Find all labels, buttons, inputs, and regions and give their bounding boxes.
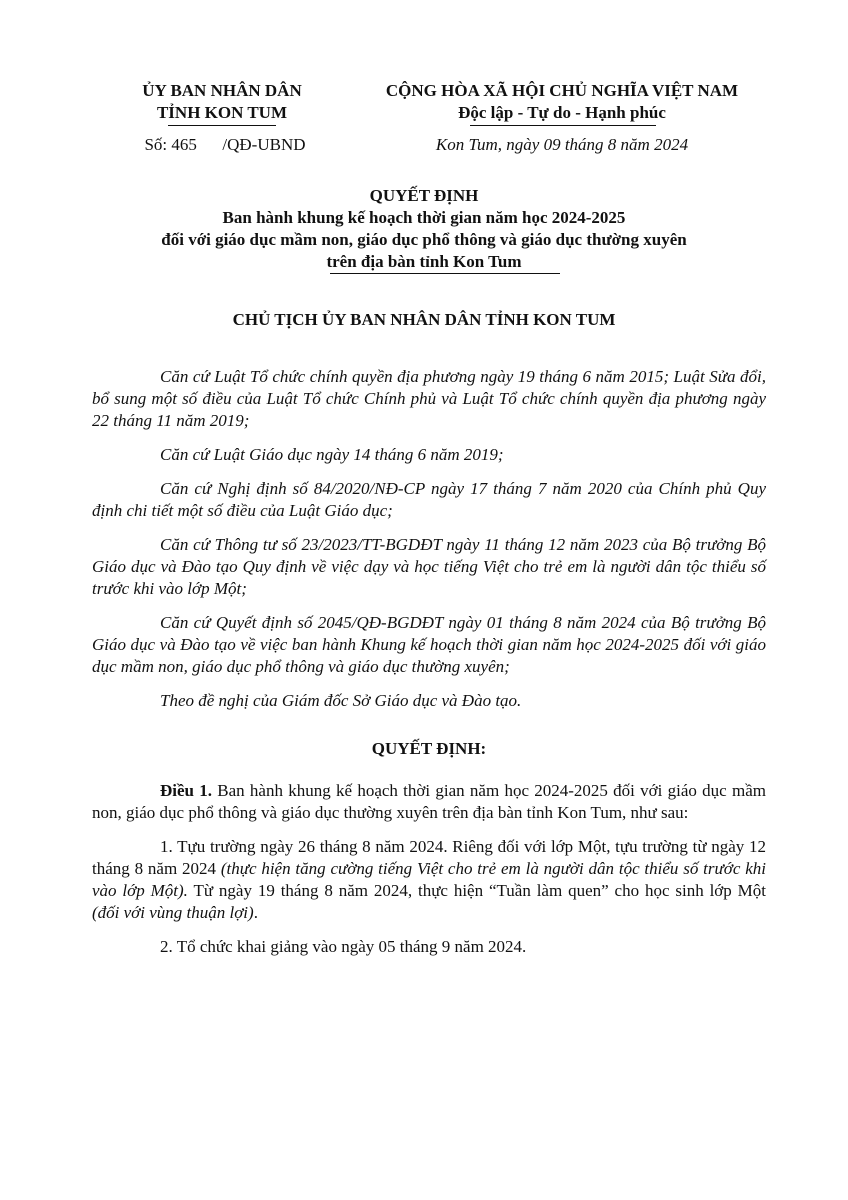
- document-body: [92, 366, 766, 970]
- nation-title: CỘNG HÒA XÃ HỘI CHỦ NGHĨA VIỆT NAM: [385, 81, 739, 100]
- place-date: Kon Tum, ngày 09 tháng 8 năm 2024: [435, 135, 689, 154]
- article-1-text: Ban hành khung kế hoạch thời gian năm học 2024-2025 đối với giáo dục mầm non, giáo dục phổ thông và giáo dục thường xuyên trên địa bàn tỉnh Kon Tum, như sau:: [92, 781, 766, 822]
- title-subject-line1: Ban hành khung kế hoạch thời gian năm học 2024-2025: [222, 208, 626, 227]
- item-1-note-a: (thực hiện tăng cường tiếng Việt cho trẻ em là người dân tộc thiểu số trước khi vào lớp Một).: [92, 859, 766, 900]
- decision-heading: QUYẾT ĐỊNH:: [371, 739, 487, 758]
- preamble-proposal: Theo đề nghị của Giám đốc Sở Giáo dục và Đào tạo.: [160, 691, 522, 710]
- preamble-circular: Căn cứ Thông tư số 23/2023/TT-BGDĐT ngày 11 tháng 12 năm 2023 của Bộ trưởng Bộ Giáo dục và Đào tạo Quy định về việc dạy và học tiếng Việt cho trẻ em là người dân tộc thiểu số trước khi vào lớp Một;: [92, 535, 766, 598]
- title-underline: [330, 273, 560, 274]
- article-1-item-1: [92, 836, 766, 924]
- document-number: Số: 465 /QĐ-UBND: [144, 135, 306, 154]
- org-underline: [168, 125, 276, 126]
- item-1-text-c: .: [253, 903, 258, 922]
- preamble-law-local-government: Căn cứ Luật Tổ chức chính quyền địa phương ngày 19 tháng 6 năm 2015; Luật Sửa đổi, bổ sung một số điều của Luật Tổ chức Chính phủ và Luật Tổ chức chính quyền địa phương ngày 22 tháng 11 năm 2019;: [92, 367, 766, 430]
- item-1-text-b: Từ ngày 19 tháng 8 năm 2024, thực hiện “Tuần làm quen” cho học sinh lớp Một: [187, 881, 766, 900]
- org-name-line2: TỈNH KON TUM: [156, 103, 288, 122]
- title-subject-line2: đối với giáo dục mầm non, giáo dục phổ thông và giáo dục thường xuyên: [161, 230, 687, 249]
- item-1-note-b: (đối với vùng thuận lợi): [92, 903, 254, 922]
- issuing-authority: CHỦ TỊCH ỦY BAN NHÂN DÂN TỈNH KON TUM: [232, 310, 616, 329]
- item-1-text-a: 1. Tựu trường ngày 26 tháng 8 năm 2024. Riêng đối với lớp Một, tựu trường từ ngày 12 tháng 8 năm 2024: [92, 837, 766, 878]
- org-name-line1: ỦY BAN NHÂN DÂN: [142, 81, 302, 100]
- article-1-item-2: 2. Tổ chức khai giảng vào ngày 05 tháng 9 năm 2024.: [160, 937, 527, 956]
- preamble-ministry-decision: Căn cứ Quyết định số 2045/QĐ-BGDĐT ngày 01 tháng 8 năm 2024 của Bộ trưởng Bộ Giáo dục và Đào tạo về việc ban hành Khung kế hoạch thời gian năm học 2024-2025 đối với giáo dục mầm non, giáo dục phổ thông và giáo dục thường xuyên;: [92, 613, 766, 676]
- nation-motto: Độc lập - Tự do - Hạnh phúc: [458, 103, 666, 122]
- title-subject-line3: trên địa bàn tỉnh Kon Tum: [326, 252, 522, 271]
- article-1: [92, 780, 766, 824]
- document-title: [0, 185, 848, 273]
- title-heading: QUYẾT ĐỊNH: [369, 186, 479, 205]
- article-1-label: Điều 1.: [160, 781, 213, 800]
- preamble-education-law: Căn cứ Luật Giáo dục ngày 14 tháng 6 năm 2019;: [160, 445, 504, 464]
- motto-underline: [470, 125, 656, 126]
- preamble-decree: Căn cứ Nghị định số 84/2020/NĐ-CP ngày 17 tháng 7 năm 2020 của Chính phủ Quy định chi tiết một số điều của Luật Giáo dục;: [92, 479, 766, 520]
